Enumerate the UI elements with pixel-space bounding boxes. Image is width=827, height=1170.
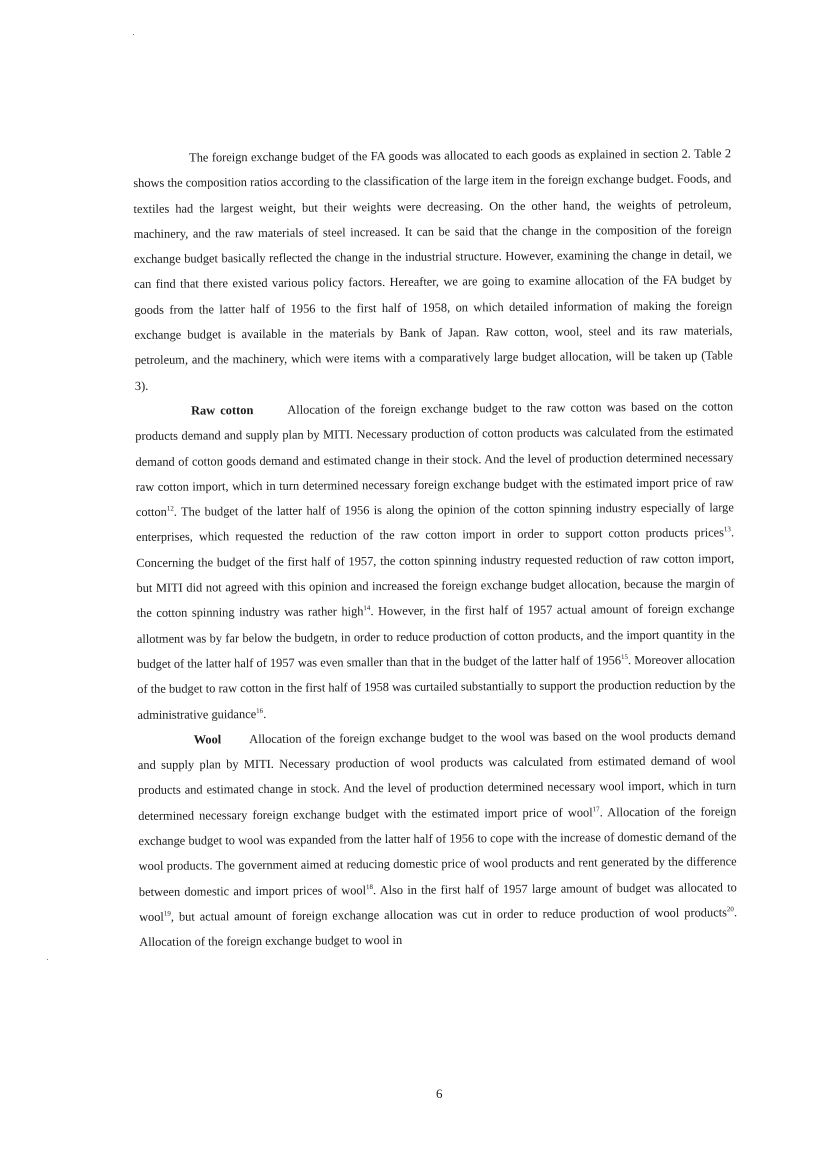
section-heading-raw-cotton: Raw cotton — [191, 403, 254, 418]
paragraph-text: . However, in the first half of 1957 actual amount of foreign exchange allotment was by far below the budgetn, in order to reduce production of cotton products, and the import quantity in the budget of the latter half of 1957 was even smaller than that in the budget of the latter half of 1956 — [136, 601, 735, 671]
paragraph-text: . Moreover allocation of the budget to raw cotton in the first half of 1958 was curtailed substantially to support the production reduction by the administrative guidance — [137, 652, 736, 722]
page-number: 6 — [436, 1086, 443, 1101]
paragraph-intro: The foreign exchange budget of the FA goods was allocated to each goods as explained in section 2. Table 2 shows the composition ratios according to the classification of the large item in the foreign exchange budget. Foods, and textiles had the largest weight, but their weights were decreasing. On the other hand, the weights of petroleum, machinery, and the raw materials of steel increased. It can be said that the change in the composition of the foreign exchange budget basically reflected the change in the industrial structure. However, examining the change in detail, we can find that there existed various policy factors. Hereafter, we are going to examine allocation of the FA budget by goods from the latter half of 1956 to the first half of 1958, on which detailed information of making the foreign exchange budget is available in the materials by Bank of Japan. Raw cotton, wool, steel and its raw materials, petroleum, and the machinery, which were items with a comparatively large budget allocation, will be taken up (Table 3). — [133, 146, 733, 393]
footnote-ref: 18 — [365, 882, 374, 891]
footnote-ref: 20 — [726, 905, 734, 914]
footnote-ref: 14 — [363, 604, 371, 613]
section-heading-wool: Wool — [193, 732, 222, 747]
paragraph-text: Allocation of the foreign exchange budget to the raw cotton was based on the cotton products demand and supply plan by MITI. Necessary production of cotton products was calculated from the estimated demand of cotton goods demand and estimated change in their stock. And the level of production determined necessary raw cotton import, which in turn determined necessary foreign exchange budget with the estimated import price of raw cotton — [135, 399, 734, 520]
paragraph-text: . — [263, 706, 267, 721]
body-text — [133, 141, 737, 955]
paragraph-text: Allocation of the foreign exchange budget to the wool was based on the wool products demand and supply plan by MITI. Necessary production of wool products was calculated from estimated demand of wool products and estimated change in stock. And the level of production determined necessary wool import, which in turn determined necessary foreign exchange budget with the estimated import price of wool — [137, 728, 737, 823]
paragraph-text: . Allocation of the foreign exchange budget to wool was expanded from the latter half of 1956 to cope with the increase of domestic demand of the wool products. The government aimed at reducing domestic price of wool products and rent generated by the difference between domestic and import prices of wool — [138, 804, 737, 899]
scan-speck — [133, 34, 134, 35]
paragraph-text: . The budget of the latter half of 1956 is along the opinion of the cotton spinning industry especially of large enterprises, which requested the reduction of the raw cotton import in order to support cotton products prices — [136, 500, 734, 545]
scan-speck — [47, 959, 48, 960]
paragraph-text: . Also in the first half of 1957 large amount of budget was allocated to wool — [138, 879, 737, 924]
paragraph-text: . Concerning the budget of the first half of 1957, the cotton spinning industry requested reduction of raw cotton import, but MITI did not agreed with this opinion and increased the foreign exchange budget allocation, because the margin of the cotton spinning industry was rather high — [136, 525, 735, 621]
paragraph-text: . Allocation of the foreign exchange budget to wool in — [139, 905, 738, 950]
footnote-ref: 17 — [592, 804, 600, 814]
paragraph-raw-cotton — [135, 394, 736, 728]
footnote-ref: 16 — [256, 706, 264, 715]
paragraph-wool — [138, 723, 738, 955]
footnote-ref: 12 — [166, 504, 174, 513]
footnote-ref: 13 — [723, 525, 731, 534]
paragraph-text: , but actual amount of foreign exchange allocation was cut in order to reduce production of wool products — [170, 905, 727, 924]
footnote-ref: 19 — [163, 909, 171, 918]
footnote-ref: 15 — [620, 652, 629, 661]
